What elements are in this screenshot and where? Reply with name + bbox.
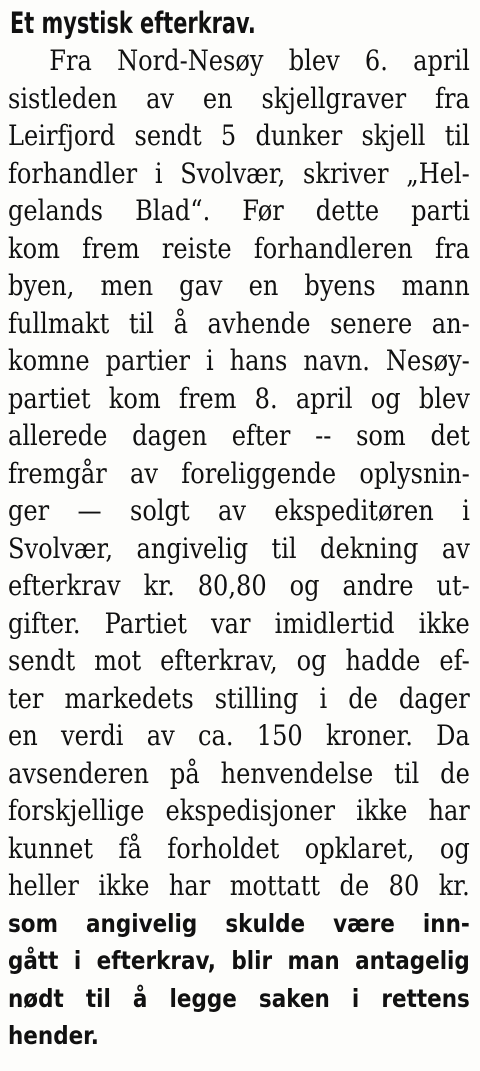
article-line: forhandler i Svolvær, skriver „Hel- <box>8 156 470 190</box>
article-line: Svolvær, angivelig til dekning av <box>8 531 470 565</box>
article-line: partiet kom frem 8. april og blev <box>8 381 470 415</box>
article-line: en verdi av ca. 150 kroner. Da <box>8 719 470 752</box>
article-line: ter markedets stilling i de dager <box>8 681 470 715</box>
article-line: forskjellige ekspedisjoner ikke har <box>8 794 470 827</box>
article-line: heller ikke har mottatt de 80 kr. <box>8 869 470 902</box>
article-line: nødt til å legge saken i rettens <box>8 983 470 1013</box>
article-line: fullmakt til å avhende senere an- <box>8 306 470 340</box>
article-body <box>8 42 470 1055</box>
article-line: avsenderen på henvendelse til de <box>8 756 470 790</box>
article-line: allerede dagen efter -- som det <box>8 419 470 452</box>
article-line: gelands Blad“. Før dette parti <box>8 194 470 227</box>
article-line: kunnet få forholdet opklaret, og <box>8 831 470 865</box>
article-line: gått i efterkrav, blir man antagelig <box>8 946 470 975</box>
article-line: fremgår av foreliggende oplysnin- <box>8 456 470 490</box>
article-line: efterkrav kr. 80,80 og andre ut- <box>8 569 470 602</box>
article-line: komne partier i hans navn. Nesøy- <box>8 344 470 377</box>
article-headline: Et mystisk efterkrav. <box>10 6 256 40</box>
article-line: Fra Nord-Nesøy blev 6. april <box>49 44 470 77</box>
article-line: Leirfjord sendt 5 dunker skjell til <box>8 119 470 152</box>
article-line: byen, men gav en byens mann <box>8 269 470 302</box>
article-line: ger — solgt av ekspeditøren i <box>8 494 470 527</box>
article-line: som angivelig skulde være inn- <box>8 908 470 938</box>
article-line: sistleden av en skjellgraver fra <box>8 81 470 115</box>
article-line: gifter. Partiet var imidlertid ikke <box>8 606 470 640</box>
article-line: sendt mot efterkrav, og hadde ef- <box>8 644 470 677</box>
article-line: kom frem reiste forhandleren fra <box>8 231 470 265</box>
article-line: hender. <box>8 1021 99 1050</box>
